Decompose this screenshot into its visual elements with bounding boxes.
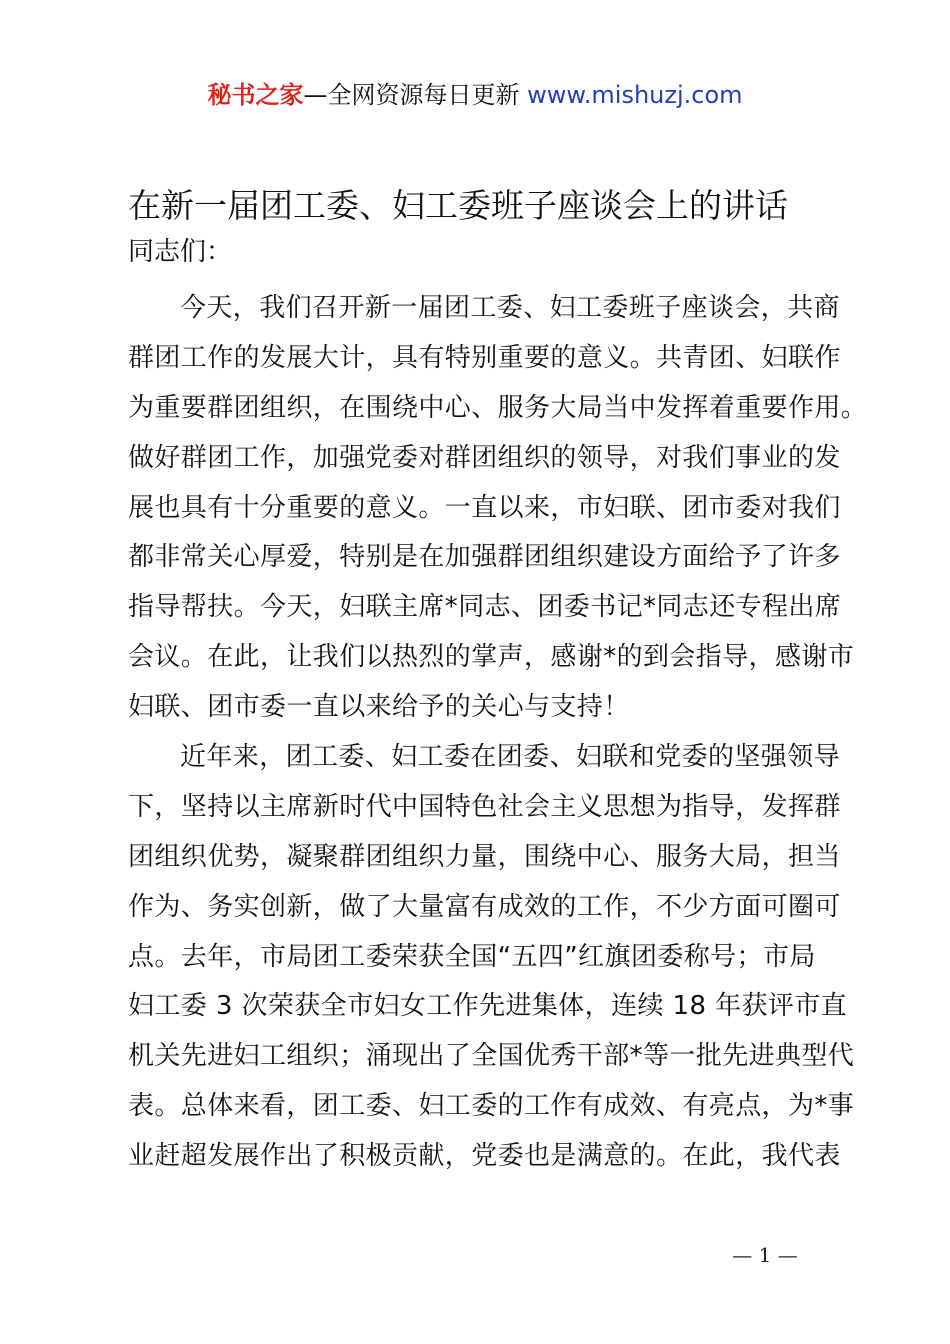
body-line: 会议。在此，让我们以热烈的掌声，感谢*的到会指导，感谢市 bbox=[128, 642, 855, 673]
document-title: 在新一届团工委、妇工委班子座谈会上的讲话 bbox=[128, 186, 788, 225]
site-url[interactable]: www.mishuzj.com bbox=[527, 81, 743, 109]
body-line: 团组织优势，凝聚群团组织力量，围绕中心、服务大局，担当 bbox=[128, 841, 841, 872]
body-line: 机关先进妇工组织；涌现出了全国优秀干部*等一批先进典型代 bbox=[128, 1041, 855, 1072]
brand-name: 秘书之家 bbox=[207, 81, 304, 109]
body-line: 表。总体来看，团工委、妇工委的工作有成效、有亮点，为*事 bbox=[128, 1091, 855, 1122]
body-line: 下，坚持以主席新时代中国特色社会主义思想为指导，发挥群 bbox=[128, 791, 841, 822]
body-line: 妇联、团市委一直以来给予的关心与支持！ bbox=[128, 692, 630, 723]
body-line: 都非常关心厚爱，特别是在加强群团组织建设方面给予了许多 bbox=[128, 542, 841, 573]
header-tagline: —全网资源每日更新 bbox=[303, 81, 520, 109]
body-line: 点。去年，市局团工委荣获全国“五四”红旗团委称号；市局 bbox=[128, 941, 816, 972]
body-line: 作为、务实创新，做了大量富有成效的工作，不少方面可圈可 bbox=[128, 891, 841, 922]
salutation: 同志们： bbox=[128, 237, 233, 267]
document-body bbox=[128, 284, 868, 1182]
body-line: 指导帮扶。今天，妇联主席*同志、团委书记*同志还专程出席 bbox=[128, 592, 842, 623]
body-line: 为重要群团组织，在围绕中心、服务大局当中发挥着重要作用。 bbox=[128, 392, 868, 423]
body-line: 群团工作的发展大计，具有特别重要的意义。共青团、妇联作 bbox=[128, 342, 841, 373]
body-line: 做好群团工作，加强党委对群团组织的领导，对我们事业的发 bbox=[128, 442, 841, 473]
page-number: — 1 — bbox=[732, 1243, 798, 1267]
body-line: 妇工委 3 次荣获全市妇女工作先进集体，连续 18 年获评市直 bbox=[128, 991, 848, 1022]
body-line: 近年来，团工委、妇工委在团委、妇联和党委的坚强领导 bbox=[180, 742, 841, 773]
body-line: 展也具有十分重要的意义。一直以来，市妇联、团市委对我们 bbox=[128, 492, 841, 523]
site-header bbox=[0, 78, 950, 112]
body-line: 今天，我们召开新一届团工委、妇工委班子座谈会，共商 bbox=[180, 293, 841, 323]
body-line: 业赶超发展作出了积极贡献，党委也是满意的。在此，我代表 bbox=[128, 1141, 841, 1172]
